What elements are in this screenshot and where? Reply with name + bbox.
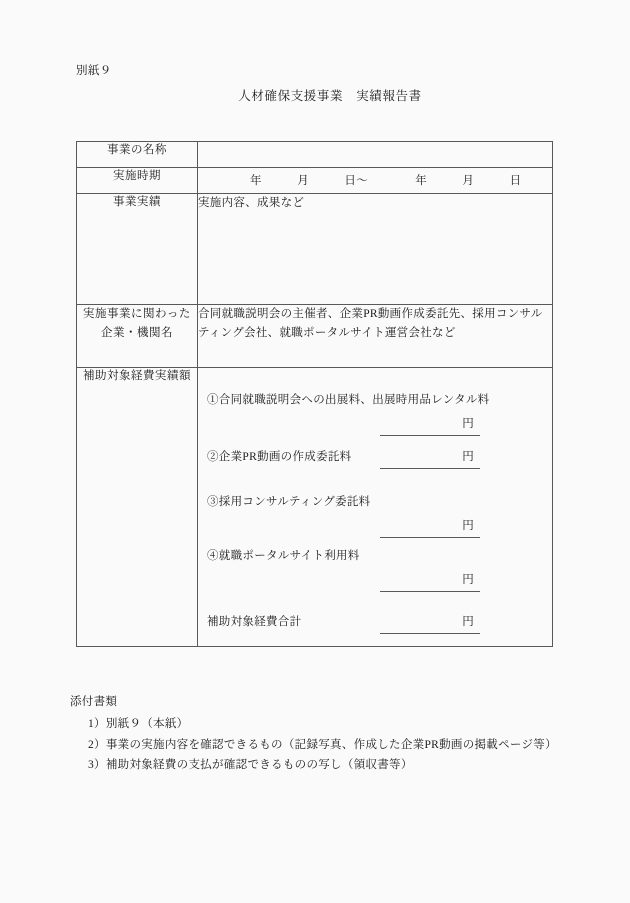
expense-item-1-unit: 円 (462, 418, 474, 430)
row-label-organizations-line2: 企業・機関名 (101, 326, 173, 339)
row-value-project-name[interactable] (198, 142, 553, 168)
period-date-placeholders: 年 月 日〜 年 月 日 (250, 175, 522, 187)
expense-item-3-amount-field[interactable] (380, 517, 480, 538)
row-label-organizations (77, 305, 198, 368)
expense-item-2-label: ②企業PR動画の作成委託料 (207, 451, 352, 463)
expense-item-2-unit: 円 (462, 451, 474, 463)
expense-item-2-amount-field[interactable] (380, 448, 480, 469)
report-form-table (76, 141, 553, 647)
row-label-subsidy-expenses: 補助対象経費実績額 (77, 368, 198, 647)
row-value-achievements[interactable]: 実施内容、成果など (198, 194, 553, 305)
table-row-project-name (77, 142, 553, 168)
row-label-achievements: 事業実績 (77, 194, 198, 305)
expense-item-4-amount-field[interactable] (380, 571, 480, 592)
expense-item-1-label: ①合同就職説明会への出展料、出展時用品レンタル料 (207, 394, 490, 406)
attachments-section (70, 694, 557, 776)
expense-breakdown (198, 368, 552, 646)
table-row-organizations (77, 305, 553, 368)
attachment-list-item: 1）別紙９（本紙） (88, 718, 189, 731)
attachment-list-item: 2）事業の実施内容を確認できるもの（記録写真、作成した企業PR動画の掲載ページ等） (88, 738, 557, 751)
row-value-subsidy-expenses (198, 368, 553, 647)
attachment-list-item: 3）補助対象経費の支払が確認できるものの写し（領収書等） (88, 759, 413, 772)
table-row-period (77, 168, 553, 194)
expense-total-unit: 円 (462, 616, 474, 628)
table-row-subsidy-expenses (77, 368, 553, 647)
expense-item-4-unit: 円 (462, 574, 474, 586)
document-reference-label: 別紙９ (76, 65, 112, 77)
expense-item-4-label: ④就職ポータルサイト利用料 (207, 550, 360, 562)
attachments-title: 添付書類 (70, 696, 118, 708)
expense-item-1-amount-field[interactable] (380, 415, 480, 436)
row-label-organizations-line1: 実施事業に関わった (83, 308, 191, 320)
expense-item-3-label: ③採用コンサルティング委託料 (207, 496, 371, 508)
expense-item-3-unit: 円 (462, 520, 474, 532)
row-value-period[interactable] (198, 168, 553, 194)
row-label-period: 実施時期 (77, 168, 198, 194)
row-label-project-name: 事業の名称 (77, 142, 198, 168)
attachments-list (70, 714, 557, 775)
document-title: 人材確保支援事業 実績報告書 (238, 89, 422, 103)
expense-total-amount-field[interactable] (380, 613, 480, 634)
expense-total-label: 補助対象経費合計 (207, 616, 302, 628)
table-row-achievements (77, 194, 553, 305)
row-value-organizations[interactable]: 合同就職説明会の主催者、企業PR動画作成委託先、採用コンサルティング会社、就職ポータルサイト運営会社など (198, 305, 553, 368)
